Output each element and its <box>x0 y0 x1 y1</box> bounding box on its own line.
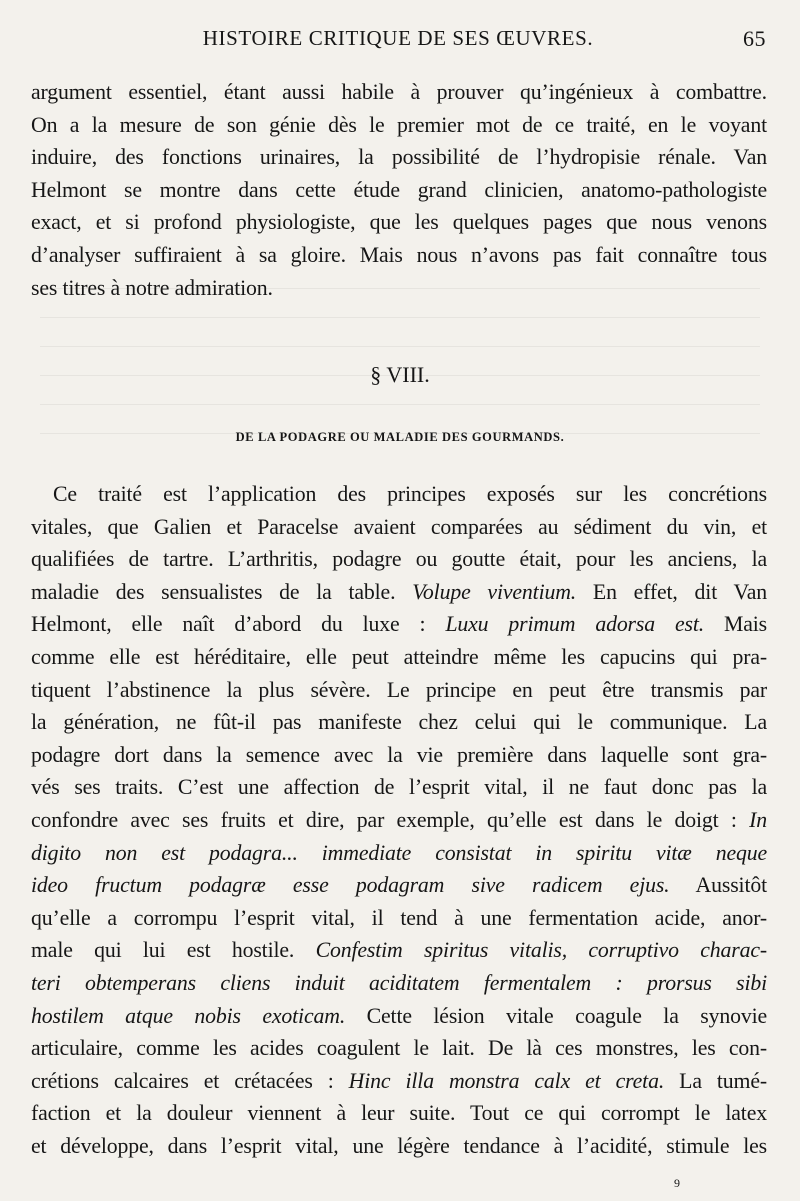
text-line <box>31 804 767 837</box>
page-number: 65 <box>743 26 766 51</box>
text-line: On a la mesure de son génie dès le premier mot de ce traité, en le voyant <box>31 112 767 137</box>
text-run: Aussitôt <box>669 873 767 898</box>
text-run: Cette lésion vitale coagule la synovie <box>345 1003 768 1028</box>
text-run: confondre avec ses fruits et dire, par exemple, qu’elle est dans le doigt : <box>31 807 750 832</box>
text-run: Helmont, elle naît d’abord du luxe : <box>31 612 446 637</box>
text-line: articulaire, comme les acides coagulent le lait. De là ces monstres, les con- <box>31 1036 767 1061</box>
text-run: male qui lui est hostile. <box>31 938 316 963</box>
text-line <box>31 1000 767 1033</box>
text-line: d’analyser suffiraient à sa gloire. Mais nous n’avons pas fait connaître tous <box>31 242 767 267</box>
text-line: et développe, dans l’esprit vital, une légère tendance à l’acidité, stimule les <box>31 1133 767 1158</box>
text-line: argument essentiel, étant aussi habile à prouver qu’ingénieux à combattre. <box>31 80 767 104</box>
latin-quote: Hinc illa monstra calx et creta. <box>348 1068 665 1093</box>
section-number: § VIII. <box>370 362 430 387</box>
latin-quote-line: teri obtemperans cliens induit aciditatem fermentalem : prorsus sibi <box>31 970 767 995</box>
text-line: podagre dort dans la semence avec la vie première dans laquelle sont gra- <box>31 742 767 767</box>
text-run: Mais <box>704 612 768 637</box>
latin-quote: hostilem atque nobis exoticam. <box>31 1003 346 1028</box>
text-line: tiquent l’abstinence la plus sévère. Le principe en peut être transmis par <box>31 677 767 702</box>
text-line <box>31 1065 767 1098</box>
text-line <box>31 608 767 641</box>
text-run: La tumé- <box>664 1068 767 1093</box>
latin-quote-line: digito non est podagra... immediate consistat in spiritu vitæ neque <box>31 840 767 865</box>
signature-mark: 9 <box>674 1176 680 1190</box>
text-line: la génération, ne fût-il pas manifeste chez celui qui le communique. La <box>31 710 767 735</box>
latin-quote: ideo fructum podagræ esse podagram sive radicem ejus. <box>31 873 670 898</box>
text-line: comme elle est héréditaire, elle peut atteindre même les capucins qui pra- <box>31 644 767 669</box>
latin-quote: Volupe viventium. <box>412 579 577 604</box>
section-title: DE LA PODAGRE OU MALADIE DES GOURMANDS. <box>235 430 565 444</box>
text-line: qualifiées de tartre. L’arthritis, podagre ou goutte était, pour les anciens, la <box>31 547 767 572</box>
text-line <box>31 869 767 902</box>
latin-quote: In <box>749 807 767 832</box>
text-run: crétions calcaires et crétacées : <box>31 1068 349 1093</box>
running-head <box>30 26 766 56</box>
latin-quote: Confestim spiritus vitalis, corruptivo charac- <box>315 938 767 963</box>
text-line: qu’elle a corrompu l’esprit vital, il tend à une fermentation acide, anor- <box>31 905 767 930</box>
text-line: Helmont se montre dans cette étude grand clinicien, anatomo-pathologiste <box>31 177 767 202</box>
text-line: ses titres à notre admiration. <box>31 275 273 300</box>
paragraph-2 <box>31 478 767 1162</box>
paragraph-1 <box>31 76 767 304</box>
latin-quote: Luxu primum adorsa est. <box>445 612 705 637</box>
text-line: faction et la douleur viennent à leur suite. Tout ce qui corrompt le latex <box>31 1101 767 1126</box>
text-line: exact, et si profond physiologiste, que les quelques pages que nous venons <box>31 210 767 235</box>
text-line: induire, des fonctions urinaires, la possibilité de l’hydropisie rénale. Van <box>31 145 767 170</box>
text-line: Ce traité est l’application des principes exposés sur les concrétions <box>53 482 767 506</box>
text-line <box>31 576 767 609</box>
text-run: maladie des sensualistes de la table. <box>31 579 413 604</box>
text-line: vitales, que Galien et Paracelse avaient comparées au sédiment du vin, et <box>31 514 767 539</box>
text-line: vés ses traits. C’est une affection de l’esprit vital, il ne faut donc pas la <box>31 775 767 800</box>
text-run: En effet, dit Van <box>576 579 767 604</box>
running-head-title: HISTOIRE CRITIQUE DE SES ŒUVRES. <box>202 26 594 50</box>
text-line <box>31 934 767 967</box>
